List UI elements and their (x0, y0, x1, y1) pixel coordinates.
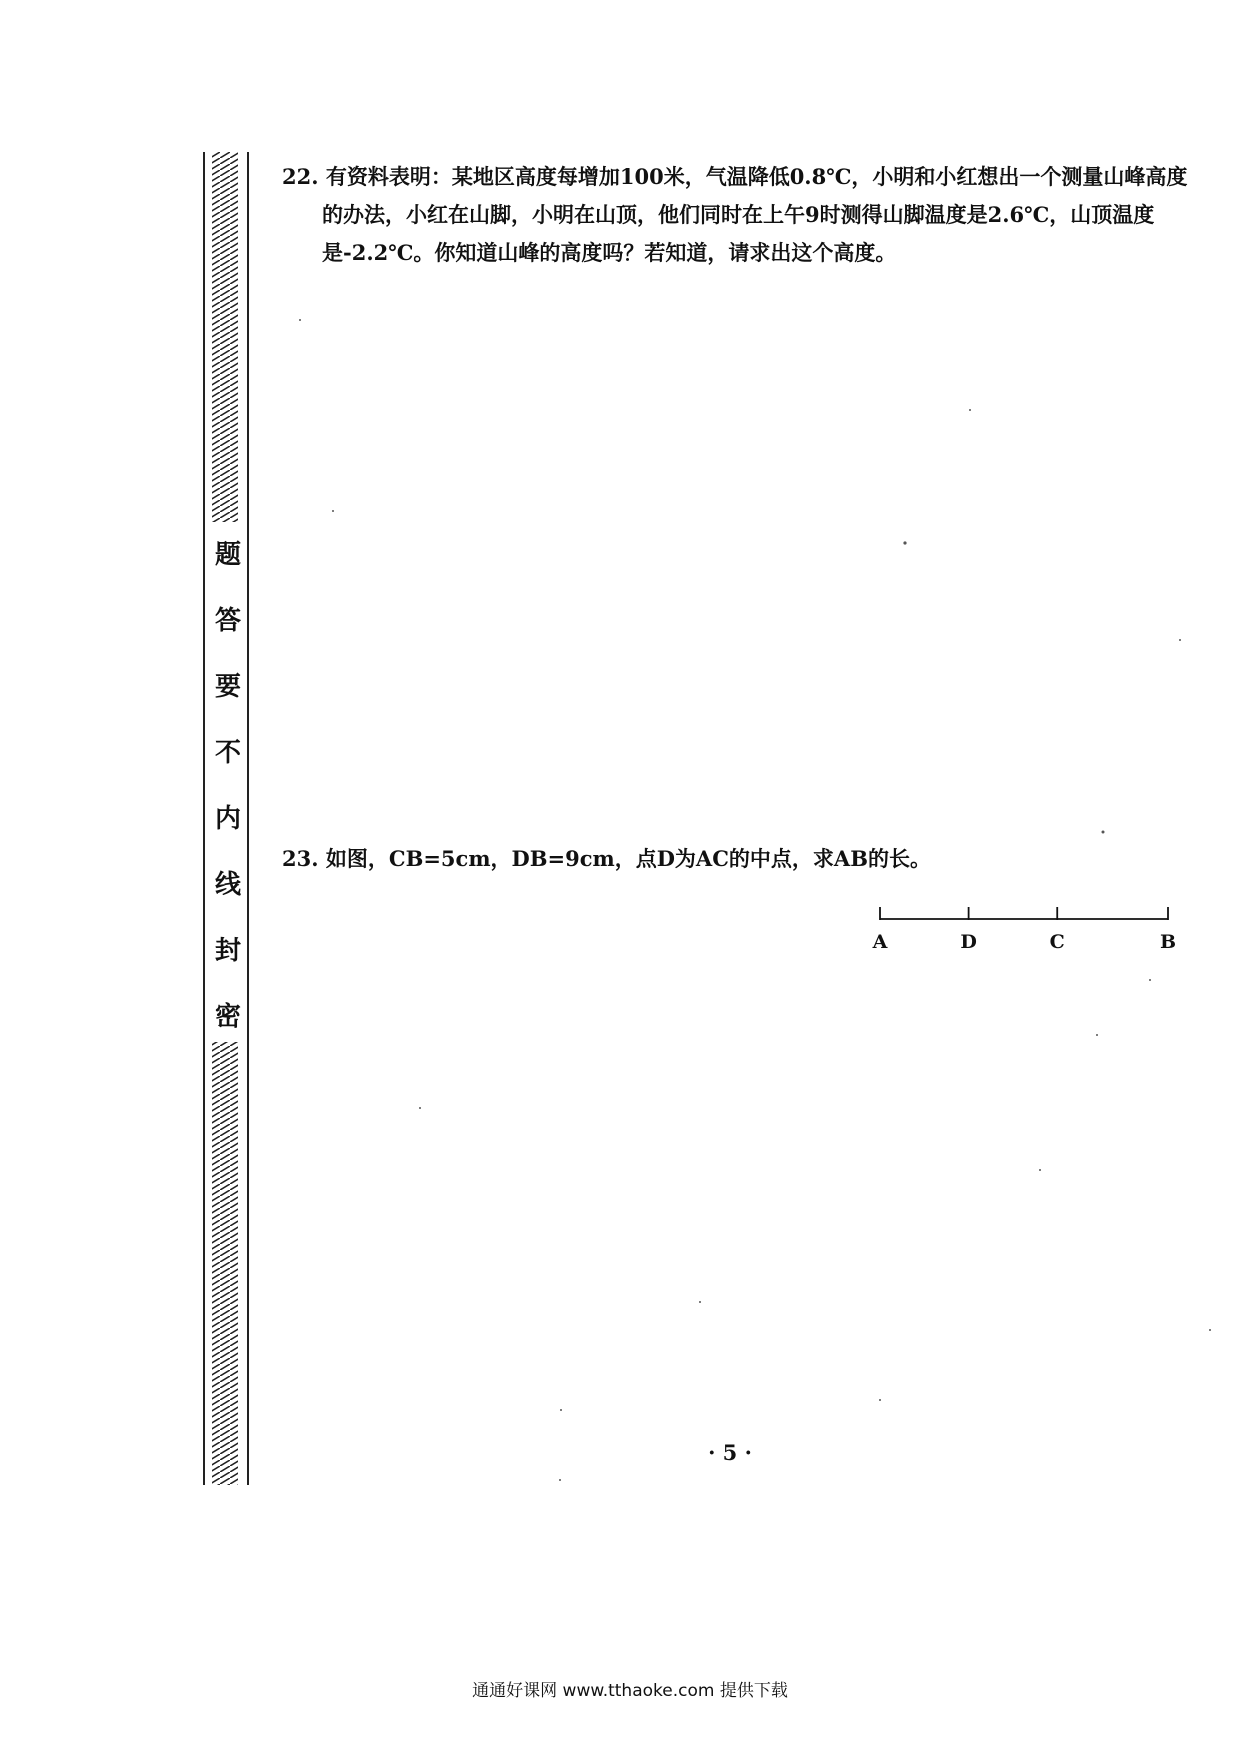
point-label-C: C (1049, 931, 1065, 953)
question-number: 22. (282, 164, 319, 189)
seal-char-3: 要 (214, 672, 241, 702)
seal-char-5: 内 (214, 804, 241, 834)
footer-credit: 通通好课网 www.tthaoke.com 提供下载 (472, 1681, 788, 1701)
seal-char-2: 答 (214, 606, 241, 636)
point-label-A: A (872, 931, 888, 953)
seal-char-8: 密 (214, 1002, 241, 1032)
seal-char-4: 不 (214, 738, 241, 768)
question-text: 有资料表明：某地区高度每增加100米，气温降低0.8℃，小明和小红想出一个测量山峰高度的办法，小红在山脚，小明在山顶，他们同时在上午9时测得山脚温度是2.6℃，山顶温度是-2.2℃。你知道山峰的高度吗？若知道，请求出这个高度。 (322, 164, 1188, 265)
point-label-D: D (960, 931, 977, 953)
question-text: 如图，CB=5cm，DB=9cm，点D为AC的中点，求AB的长。 (325, 846, 931, 871)
seal-char-1: 题 (214, 540, 241, 570)
seal-char-7: 封 (214, 936, 241, 966)
seal-char-6: 线 (214, 870, 241, 900)
page-number: · 5 · (708, 1440, 752, 1465)
question-number: 23. (282, 846, 319, 871)
point-label-B: B (1159, 931, 1177, 953)
